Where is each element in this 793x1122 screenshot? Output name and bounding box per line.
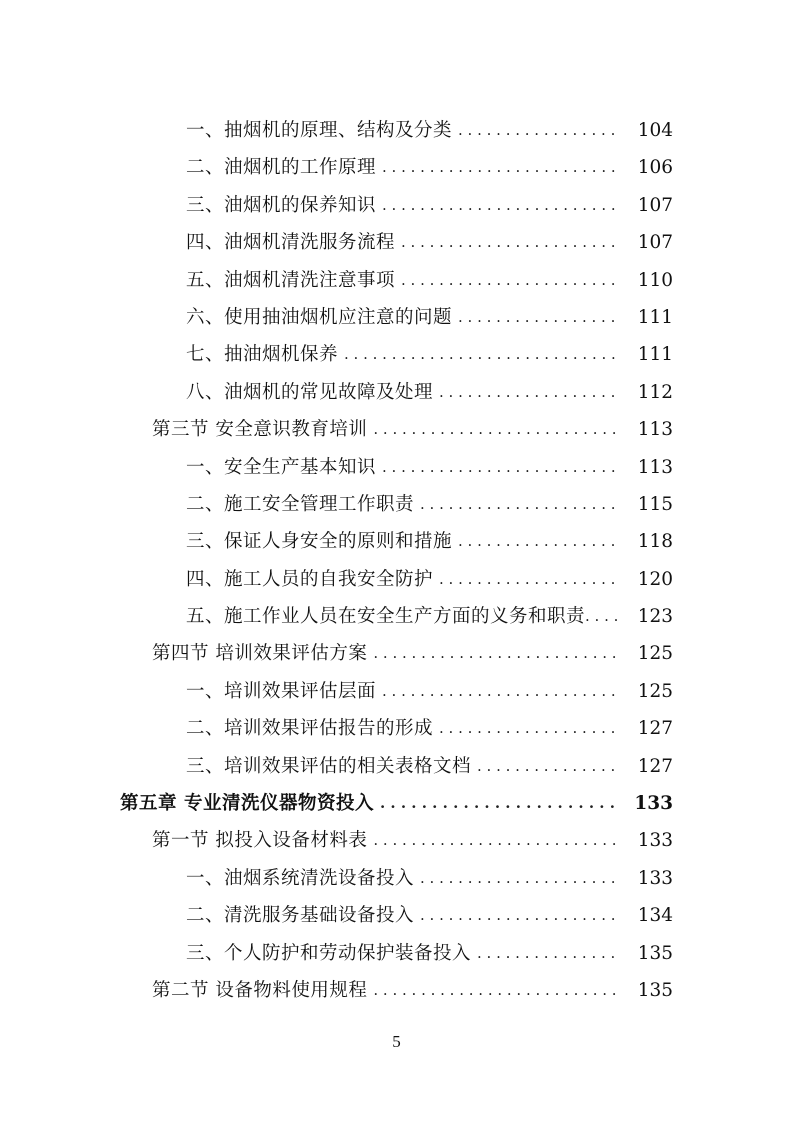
toc-dot-leader [373, 822, 621, 859]
toc-entry[interactable] [0, 897, 793, 934]
toc-dot-leader [439, 374, 621, 411]
toc-dot-leader [382, 149, 621, 186]
toc-entry-title: 四、油烟机清洗服务流程 [186, 232, 396, 254]
toc-entry[interactable] [0, 336, 793, 373]
toc-dot-leader [458, 299, 621, 336]
toc-entry[interactable] [0, 935, 793, 972]
toc-dot-leader [373, 972, 621, 1009]
toc-entry-title: 第二节 设备物料使用规程 [152, 979, 368, 1001]
toc-entry-page: 113 [637, 456, 673, 478]
page-number: 5 [392, 1032, 401, 1051]
toc-entry-page: 127 [637, 755, 673, 777]
toc-entry-page: 106 [637, 157, 673, 179]
toc-dot-leader [439, 561, 621, 598]
toc-entry-page: 118 [637, 531, 673, 553]
toc-entry[interactable] [0, 598, 793, 635]
toc-entry-title: 八、油烟机的常见故障及处理 [186, 381, 434, 403]
toc-entry[interactable] [0, 748, 793, 785]
toc-entry-page: 123 [637, 606, 673, 628]
toc-dot-leader [477, 748, 621, 785]
toc-dot-leader [401, 262, 621, 299]
toc-entry-page: 115 [637, 493, 673, 515]
toc-entry-page: 135 [637, 979, 673, 1001]
toc-dot-leader [382, 187, 621, 224]
toc-dot-leader [420, 860, 621, 897]
toc-entry-title: 三、培训效果评估的相关表格文档 [186, 755, 472, 777]
toc-dot-leader [382, 673, 621, 710]
toc-entry-title: 五、油烟机清洗注意事项 [186, 269, 396, 291]
toc-entry-page: 133 [637, 867, 673, 889]
toc-entry-title: 第五章 专业清洗仪器物资投入 [120, 793, 374, 815]
toc-dot-leader [344, 336, 621, 373]
toc-entry-page: 133 [637, 830, 673, 852]
toc-entry-title: 六、使用抽油烟机应注意的问题 [186, 306, 453, 328]
toc-entry[interactable] [0, 299, 793, 336]
toc-dot-leader [420, 486, 621, 523]
toc-entry-title: 五、施工作业人员在安全生产方面的义务和职责 [186, 606, 586, 628]
toc-entry-title: 三、保证人身安全的原则和措施 [186, 531, 453, 553]
toc-entry-page: 110 [637, 269, 673, 291]
toc-dot-leader [458, 112, 621, 149]
toc-entry-page: 120 [637, 568, 673, 590]
toc-entry-page: 104 [637, 120, 673, 141]
toc-entry-page: 134 [637, 905, 673, 927]
toc-entry-title: 一、安全生产基本知识 [186, 456, 377, 478]
toc-entry[interactable] [0, 561, 793, 598]
toc-entry[interactable] [0, 149, 793, 186]
toc-entry-page: 125 [637, 680, 673, 702]
toc-entry[interactable] [0, 262, 793, 299]
toc-entry-page: 107 [637, 194, 673, 216]
toc-dot-leader [373, 635, 621, 672]
table-of-contents [0, 112, 793, 1009]
toc-section-entry[interactable] [0, 635, 793, 672]
toc-entry-title: 二、施工安全管理工作职责 [186, 493, 415, 515]
toc-entry-title: 第四节 培训效果评估方案 [152, 643, 368, 665]
toc-entry-page: 135 [637, 942, 673, 964]
toc-entry[interactable] [0, 710, 793, 747]
toc-entry-title: 四、施工人员的自我安全防护 [186, 568, 434, 590]
toc-entry[interactable] [0, 112, 793, 149]
toc-entry-page: 107 [637, 232, 673, 254]
toc-chapter-entry[interactable] [0, 785, 793, 822]
toc-entry-title: 一、抽烟机的原理、结构及分类 [186, 120, 453, 141]
toc-entry-page: 112 [637, 381, 673, 403]
toc-entry-title: 三、油烟机的保养知识 [186, 194, 377, 216]
toc-entry[interactable] [0, 187, 793, 224]
toc-entry[interactable] [0, 673, 793, 710]
toc-dot-leader [380, 785, 621, 822]
toc-entry-title: 七、抽油烟机保养 [186, 344, 339, 366]
toc-dot-leader [401, 224, 621, 261]
toc-entry-title: 二、油烟机的工作原理 [186, 157, 377, 179]
toc-entry-page: 111 [637, 306, 673, 328]
toc-dot-leader [585, 598, 621, 635]
toc-dot-leader [439, 710, 621, 747]
toc-entry-title: 第三节 安全意识教育培训 [152, 419, 368, 441]
toc-entry[interactable] [0, 374, 793, 411]
toc-section-entry[interactable] [0, 822, 793, 859]
toc-entry[interactable] [0, 224, 793, 261]
toc-entry[interactable] [0, 523, 793, 560]
toc-entry[interactable] [0, 486, 793, 523]
toc-section-entry[interactable] [0, 411, 793, 448]
toc-entry[interactable] [0, 449, 793, 486]
toc-dot-leader [420, 897, 621, 934]
toc-section-entry[interactable] [0, 972, 793, 1009]
toc-dot-leader [373, 411, 621, 448]
toc-entry-title: 一、油烟系统清洗设备投入 [186, 867, 415, 889]
toc-entry-page: 127 [637, 718, 673, 740]
toc-dot-leader [458, 523, 621, 560]
toc-dot-leader [477, 935, 621, 972]
toc-entry-page: 111 [637, 344, 673, 366]
toc-entry-title: 第一节 拟投入设备材料表 [152, 830, 368, 852]
toc-entry-title: 二、清洗服务基础设备投入 [186, 905, 415, 927]
toc-entry-title: 一、培训效果评估层面 [186, 680, 377, 702]
toc-entry-page: 125 [637, 643, 673, 665]
toc-dot-leader [382, 449, 621, 486]
toc-entry-page: 113 [637, 419, 673, 441]
toc-entry[interactable] [0, 860, 793, 897]
toc-entry-page: 133 [634, 793, 673, 815]
toc-entry-title: 三、个人防护和劳动保护装备投入 [186, 942, 472, 964]
toc-entry-title: 二、培训效果评估报告的形成 [186, 718, 434, 740]
